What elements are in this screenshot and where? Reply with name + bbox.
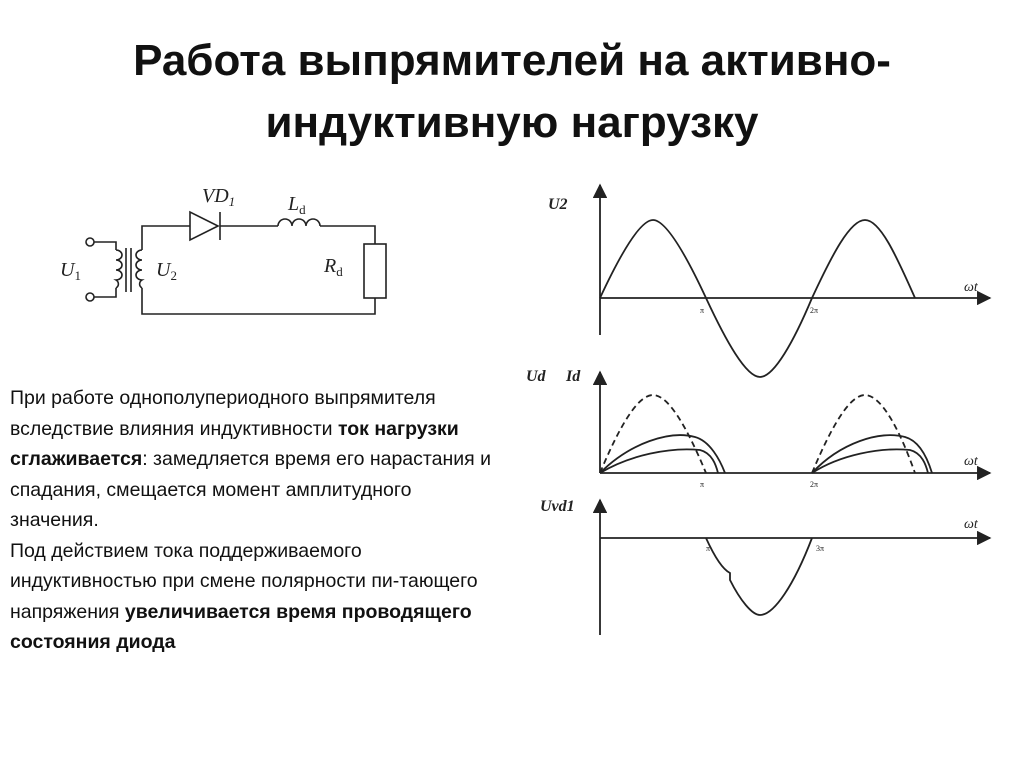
ud-dashed-curve-2 xyxy=(812,395,915,473)
resistor-rd xyxy=(364,244,386,298)
lead-inductor-resistor xyxy=(320,226,375,244)
paragraph-1: При работе однополупериодного выпрямителя вследствие влияния индуктивности ток нагрузки сглаживается: замедляется время его нарастания и спадания, смещается момент амплитудного значения. xyxy=(10,387,491,531)
primary-lead-bottom xyxy=(94,288,116,297)
uvd-waveform xyxy=(706,538,812,615)
uvd-wt-label: ωt xyxy=(964,517,978,532)
label-vd1: $VD_1$ xyxy=(202,185,236,209)
title-line-2: индуктивную нагрузку xyxy=(265,98,759,147)
u2-wt-label: ωt xyxy=(964,280,978,295)
id-axis-label: Id xyxy=(566,368,581,385)
secondary-lead-top xyxy=(142,226,190,250)
primary-winding xyxy=(116,250,122,288)
slide-title xyxy=(0,30,1024,154)
ud-pi-tick: π xyxy=(700,480,705,489)
diode-vd1 xyxy=(190,212,218,240)
inductor-ld xyxy=(278,219,320,226)
waveform-plots xyxy=(520,175,1000,635)
u2-pi-tick: π xyxy=(700,306,705,315)
uvd-axis-label: Uvd1 xyxy=(540,498,575,515)
uvd-3pi-tick: 3π xyxy=(816,544,825,553)
label-u2: $U_2$ xyxy=(156,259,177,283)
highlight-smoothing: ток нагрузки сглаживается xyxy=(10,417,459,470)
u2-2pi-tick: 2π xyxy=(810,306,819,315)
secondary-winding xyxy=(136,250,142,288)
terminal-bottom xyxy=(86,293,94,301)
ud-solid-curve-2a xyxy=(812,435,932,473)
rectifier-circuit-diagram xyxy=(60,180,390,330)
terminal-top xyxy=(86,238,94,246)
paragraph-2: Под действием тока поддерживаемого индуктивностью при смене полярности пи-тающего напряжения увеличивается время проводящего состояния диода xyxy=(10,539,478,653)
primary-lead-top xyxy=(94,242,116,250)
u2-axis-label: U2 xyxy=(548,196,568,213)
label-ld: $L_d$ xyxy=(288,193,306,217)
highlight-conduction: увеличивается время проводящего состояния диода xyxy=(10,600,472,653)
uvd-pi-tick: π xyxy=(706,544,711,553)
ud-wt-label: ωt xyxy=(964,454,978,469)
ud-solid-curve-1a xyxy=(600,435,725,473)
label-u1: $U_1$ xyxy=(60,259,81,283)
secondary-lead-bottom xyxy=(142,288,375,314)
ud-2pi-tick: 2π xyxy=(810,480,819,489)
description-text xyxy=(10,383,500,658)
title-line-1: Работа выпрямителей на активно- xyxy=(133,36,891,85)
ud-dashed-curve-1 xyxy=(600,395,706,473)
label-rd: $R_d$ xyxy=(324,255,343,279)
ud-axis-label: Ud xyxy=(526,368,546,385)
